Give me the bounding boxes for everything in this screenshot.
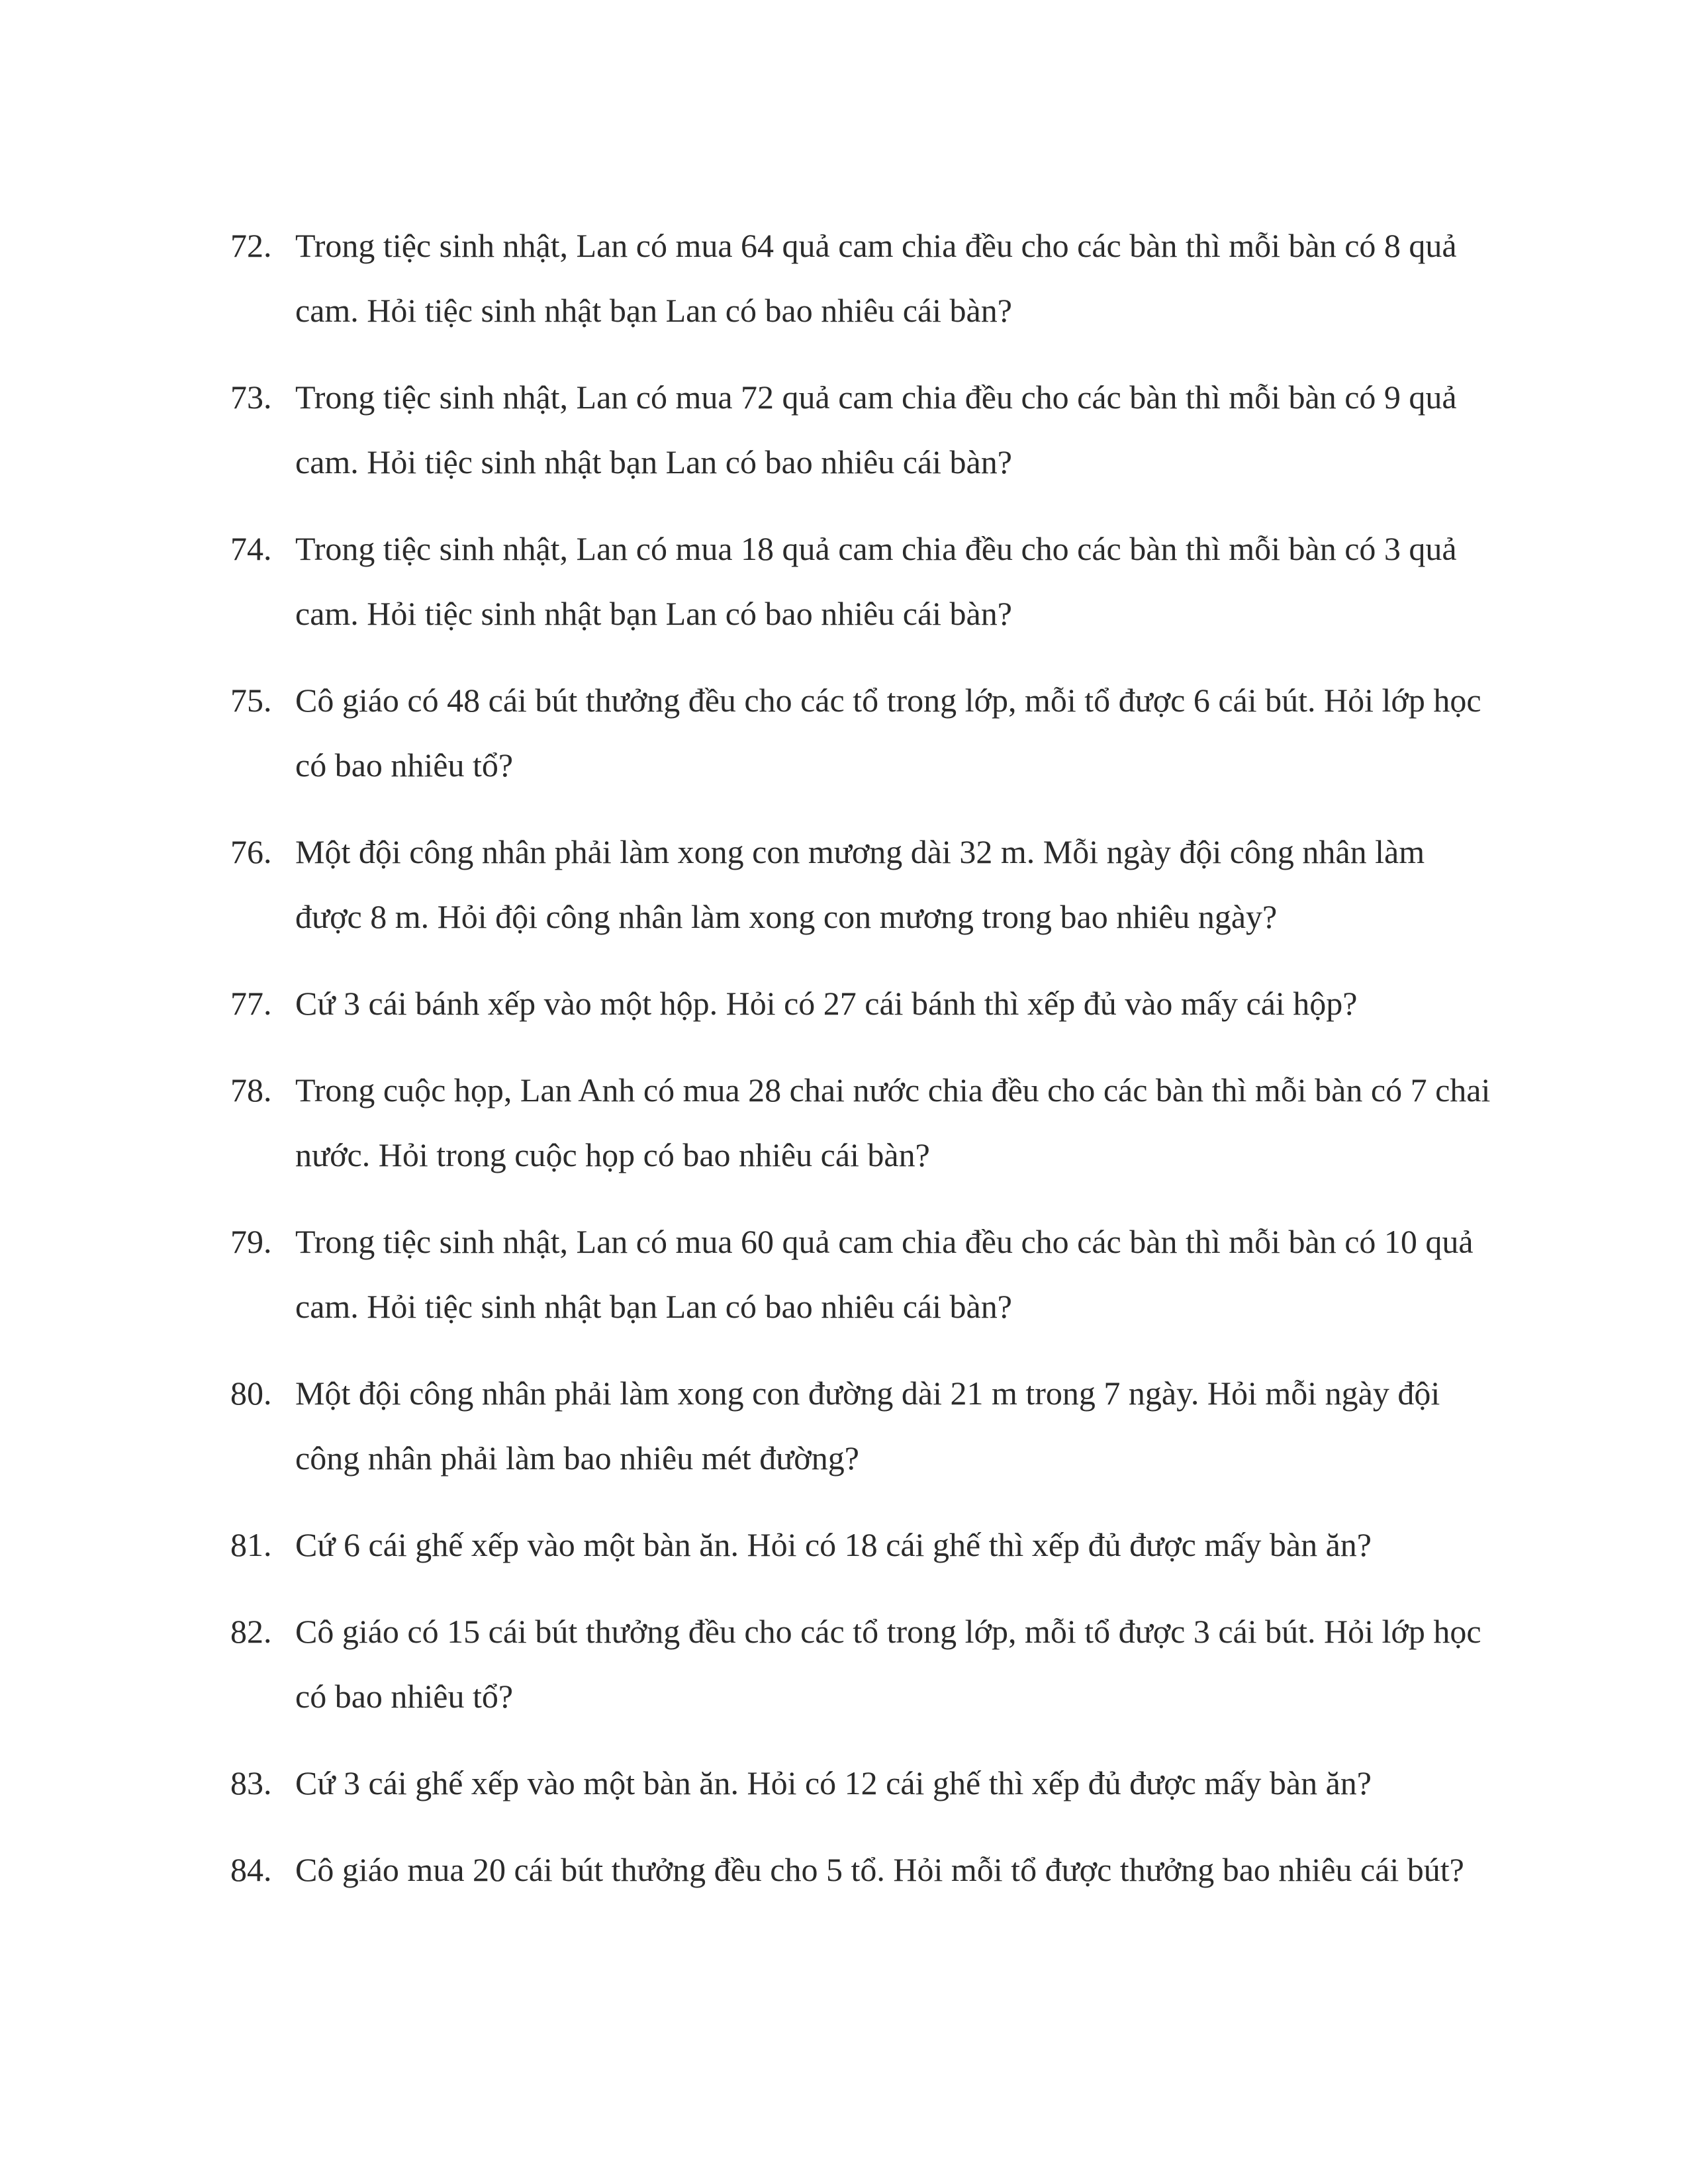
problem-item-79 [230, 1209, 1496, 1339]
problem-number: 83. [230, 1764, 272, 1801]
problem-item-72 [230, 213, 1496, 343]
problem-number: 75. [230, 682, 272, 719]
problem-number: 81. [230, 1526, 272, 1563]
problem-number: 80. [230, 1375, 272, 1412]
problem-item-81 [230, 1512, 1496, 1577]
problem-text: Cô giáo mua 20 cái bút thưởng đều cho 5 tổ. Hỏi mỗi tổ được thưởng bao nhiêu cái bút? [295, 1851, 1464, 1888]
problem-item-82 [230, 1599, 1496, 1729]
problem-item-77 [230, 971, 1496, 1036]
problem-item-76 [230, 819, 1496, 949]
problem-number: 82. [230, 1613, 272, 1650]
problem-item-75 [230, 668, 1496, 797]
problem-number: 84. [230, 1851, 272, 1888]
problem-text: Cứ 3 cái ghế xếp vào một bàn ăn. Hỏi có 12 cái ghế thì xếp đủ được mấy bàn ăn? [295, 1764, 1372, 1801]
problem-text: Cô giáo có 48 cái bút thưởng đều cho các tổ trong lớp, mỗi tổ được 6 cái bút. Hỏi lớp học có bao nhiêu tổ? [295, 682, 1481, 784]
problem-item-73 [230, 365, 1496, 494]
problem-text: Cứ 3 cái bánh xếp vào một hộp. Hỏi có 27 cái bánh thì xếp đủ vào mấy cái hộp? [295, 985, 1358, 1022]
problem-item-78 [230, 1058, 1496, 1187]
problem-number: 78. [230, 1071, 272, 1109]
problem-number: 74. [230, 530, 272, 567]
problem-number: 73. [230, 379, 272, 416]
problem-number: 77. [230, 985, 272, 1022]
problem-text: Trong tiệc sinh nhật, Lan có mua 64 quả cam chia đều cho các bàn thì mỗi bàn có 8 quả cam. Hỏi tiệc sinh nhật bạn Lan có bao nhiêu cái bàn? [295, 227, 1457, 329]
problem-number: 76. [230, 833, 272, 870]
problem-item-84 [230, 1837, 1496, 1902]
problem-item-83 [230, 1751, 1496, 1815]
problem-list [230, 213, 1496, 1924]
problem-text: Một đội công nhân phải làm xong con đường dài 21 m trong 7 ngày. Hỏi mỗi ngày đội công nhân phải làm bao nhiêu mét đường? [295, 1375, 1440, 1477]
problem-text: Cô giáo có 15 cái bút thưởng đều cho các tổ trong lớp, mỗi tổ được 3 cái bút. Hỏi lớp học có bao nhiêu tổ? [295, 1613, 1481, 1715]
problem-item-74 [230, 516, 1496, 646]
problem-number: 79. [230, 1223, 272, 1260]
problem-number: 72. [230, 227, 272, 264]
problem-text: Trong tiệc sinh nhật, Lan có mua 18 quả cam chia đều cho các bàn thì mỗi bàn có 3 quả cam. Hỏi tiệc sinh nhật bạn Lan có bao nhiêu cái bàn? [295, 530, 1457, 632]
problem-item-80 [230, 1361, 1496, 1490]
problem-text: Trong tiệc sinh nhật, Lan có mua 72 quả cam chia đều cho các bàn thì mỗi bàn có 9 quả cam. Hỏi tiệc sinh nhật bạn Lan có bao nhiêu cái bàn? [295, 379, 1457, 480]
problem-text: Một đội công nhân phải làm xong con mương dài 32 m. Mỗi ngày đội công nhân làm được 8 m. Hỏi đội công nhân làm xong con mương trong bao nhiêu ngày? [295, 833, 1425, 935]
problem-text: Cứ 6 cái ghế xếp vào một bàn ăn. Hỏi có 18 cái ghế thì xếp đủ được mấy bàn ăn? [295, 1526, 1372, 1563]
problem-text: Trong tiệc sinh nhật, Lan có mua 60 quả cam chia đều cho các bàn thì mỗi bàn có 10 quả cam. Hỏi tiệc sinh nhật bạn Lan có bao nhiêu cái bàn? [295, 1223, 1474, 1325]
problem-text: Trong cuộc họp, Lan Anh có mua 28 chai nước chia đều cho các bàn thì mỗi bàn có 7 chai nước. Hỏi trong cuộc họp có bao nhiêu cái bàn? [295, 1071, 1491, 1173]
